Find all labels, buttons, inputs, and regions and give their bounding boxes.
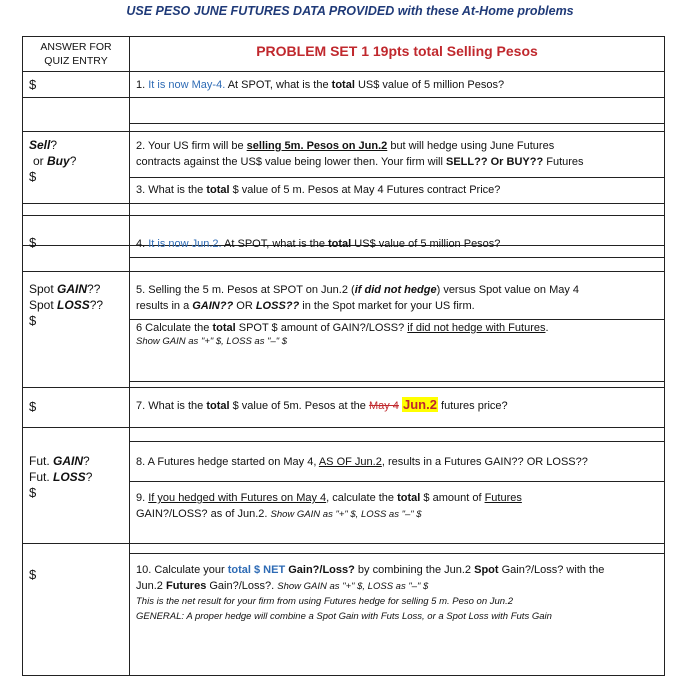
qq-mark: ?? [87, 282, 101, 296]
dollar-sign: $ [29, 567, 37, 582]
q10-line4: GENERAL: A proper hedge will combine a Spot Gain with Futs Loss, or a Spot Loss with Futs Gain [136, 611, 552, 622]
sell-label: Sell [29, 138, 51, 152]
q7-jun2: Jun.2 [403, 397, 437, 412]
dollar-sign: $ [29, 313, 37, 328]
q5-text-a: 5. Selling the 5 m. Pesos at SPOT on Jun.2 ( [136, 284, 355, 296]
q10-spot: Spot [474, 564, 499, 576]
row-divider [130, 257, 664, 258]
question-1 [136, 78, 504, 92]
q2-line2b: Futures [543, 156, 584, 168]
q-mark: ? [85, 470, 93, 484]
sell-or-buy-label [29, 137, 76, 185]
q3-text-b: $ value of 5 m. Pesos at May 4 Futures contract Price? [229, 184, 501, 196]
row-divider [23, 387, 664, 388]
q5-text-b: ) versus Spot value on May 4 [436, 284, 580, 296]
q10-gain-loss: Gain?/Loss? [285, 564, 355, 576]
q8-as-of: AS OF Jun.2 [318, 456, 382, 468]
problem-table [22, 36, 665, 676]
row-divider [23, 427, 664, 428]
question-9 [136, 491, 522, 522]
q9-note: Show GAIN as "+" $, LOSS as "–" $ [270, 509, 422, 520]
q6-text-a: 6 Calculate the [136, 322, 213, 334]
q7-may4: May 4 [368, 400, 399, 412]
q6-total: total [212, 322, 236, 334]
spot-prefix: Spot [29, 282, 58, 296]
q2-text-a: 2. Your US firm will be [136, 140, 247, 152]
dollar-sign: $ [29, 485, 37, 500]
q10-text-c: Gain?/Loss? with the [498, 564, 605, 576]
q9-if-hedged: If you hedged with Futures on May 4 [148, 492, 327, 504]
q10-futures: Futures [165, 580, 207, 592]
q10-note: Show GAIN as "+" $, LOSS as "–" $ [277, 581, 429, 592]
q1-total: total [331, 79, 355, 91]
q4-text-a: At SPOT, what is the [221, 238, 328, 250]
problem-set-title: PROBLEM SET 1 19pts total Selling Pesos [256, 43, 538, 59]
q5-if-not: if did not hedge [354, 284, 437, 296]
or-label: or [33, 154, 48, 168]
answer-cell-q10 [29, 567, 36, 583]
q6-text-c: . [545, 322, 549, 334]
q10-text-a: 10. Calculate your [136, 564, 228, 576]
q9-text-a: , calculate the [326, 492, 398, 504]
row-divider [130, 123, 664, 124]
loss-label: LOSS [57, 298, 90, 312]
q2-line2a: contracts against the US$ value being lower then. Your firm will [136, 156, 446, 168]
q5-loss: LOSS?? [255, 300, 300, 312]
column-divider [129, 37, 130, 675]
row-divider [130, 381, 664, 382]
q9-text-b: $ amount of [420, 492, 485, 504]
row-divider [23, 543, 664, 544]
q4-total: total [328, 238, 352, 250]
row-divider [130, 177, 664, 178]
q3-total: total [206, 184, 230, 196]
q2-selling: selling 5m. Pesos on Jun.2 [246, 140, 388, 152]
question-7 [136, 398, 508, 413]
spot-gain-loss-label [29, 281, 103, 329]
q7-text-b: $ value of 5m. Pesos at the [229, 400, 369, 412]
fut-prefix: Fut. [29, 470, 54, 484]
q8-text-b: , results in a Futures GAIN?? OR LOSS?? [381, 456, 588, 468]
q10-text-b: by combining the Jun.2 [354, 564, 475, 576]
q9-num: 9. [136, 492, 149, 504]
row-divider [130, 319, 664, 320]
q9-total: total [397, 492, 421, 504]
q1-text-b: US$ value of 5 million Pesos? [354, 79, 505, 91]
row-divider [23, 131, 664, 132]
q7-total: total [206, 400, 230, 412]
row-divider [23, 71, 664, 72]
q-mark: ? [83, 454, 90, 468]
q5-or: OR [233, 300, 256, 312]
q4-num: 4. [136, 238, 149, 250]
q4-now: It is now Jun.2. [148, 238, 222, 250]
dollar-sign: $ [29, 77, 37, 92]
question-4 [136, 237, 500, 251]
answer-cell-q1 [29, 77, 36, 93]
row-divider [130, 481, 664, 482]
question-5 [136, 283, 579, 313]
q3-text-a: 3. What is the [136, 184, 207, 196]
q-mark: ? [69, 154, 77, 168]
page-title: USE PESO JUNE FUTURES DATA PROVIDED with these At-Home problems [126, 4, 574, 18]
dollar-sign: $ [29, 235, 37, 250]
q6-note: Show GAIN as "+" $, LOSS as "–" $ [136, 336, 288, 347]
question-3 [136, 183, 500, 197]
q9-line2: GAIN?/LOSS? as of Jun.2. [136, 508, 271, 520]
row-divider [130, 553, 664, 554]
question-2 [136, 139, 584, 169]
answer-header [23, 40, 129, 68]
spot-prefix: Spot [29, 298, 58, 312]
question-10 [136, 563, 604, 624]
q9-futures: Futures [484, 492, 522, 504]
q4-text-b: US$ value of 5 million Pesos? [351, 238, 501, 250]
q1-now: It is now May-4. [148, 79, 226, 91]
row-divider [23, 271, 664, 272]
qq-mark: ?? [89, 298, 104, 312]
q-mark: ? [50, 138, 58, 152]
answer-cell-q7 [29, 399, 36, 415]
dollar-sign: $ [29, 399, 37, 414]
question-6 [136, 321, 549, 349]
gain-label: GAIN [53, 454, 84, 468]
dollar-sign: $ [29, 169, 37, 184]
row-divider [23, 215, 664, 216]
q8-text-a: 8. A Futures hedge started on May 4, [136, 456, 319, 468]
q2-text-b: but will hedge using June Futures [387, 140, 555, 152]
answer-cell-q4 [29, 235, 36, 251]
gain-label: GAIN [57, 282, 88, 296]
fut-prefix: Fut. [29, 454, 54, 468]
q1-num: 1. [136, 79, 149, 91]
q10-total-net: total $ NET [227, 564, 286, 576]
row-divider [130, 441, 664, 442]
q10-line2b: Gain?/Loss?. [206, 580, 278, 592]
question-8 [136, 455, 588, 469]
q5-line2b: in the Spot market for your US firm. [299, 300, 475, 312]
fut-gain-loss-label [29, 453, 92, 501]
buy-label: Buy [47, 154, 70, 168]
q1-text-a: At SPOT, what is the [225, 79, 332, 91]
q10-line2a: Jun.2 [136, 580, 166, 592]
answer-header-line1: ANSWER FOR [40, 41, 112, 53]
q2-sell-or-buy: SELL?? Or BUY?? [446, 156, 544, 168]
answer-header-line2: QUIZ ENTRY [44, 55, 108, 67]
loss-label: LOSS [53, 470, 86, 484]
q6-text-b: SPOT $ amount of GAIN?/LOSS? [235, 322, 408, 334]
q6-if-not: if did not hedge with Futures [407, 322, 546, 334]
q7-text-c: futures price? [437, 400, 508, 412]
row-divider [23, 203, 664, 204]
q5-gain: GAIN?? [192, 300, 234, 312]
row-divider [23, 97, 664, 98]
q7-text-a: 7. What is the [136, 400, 207, 412]
q5-line2a: results in a [136, 300, 193, 312]
q10-line3: This is the net result for your firm from using Futures hedge for selling 5 m. Peso on Jun.2 [136, 596, 514, 607]
